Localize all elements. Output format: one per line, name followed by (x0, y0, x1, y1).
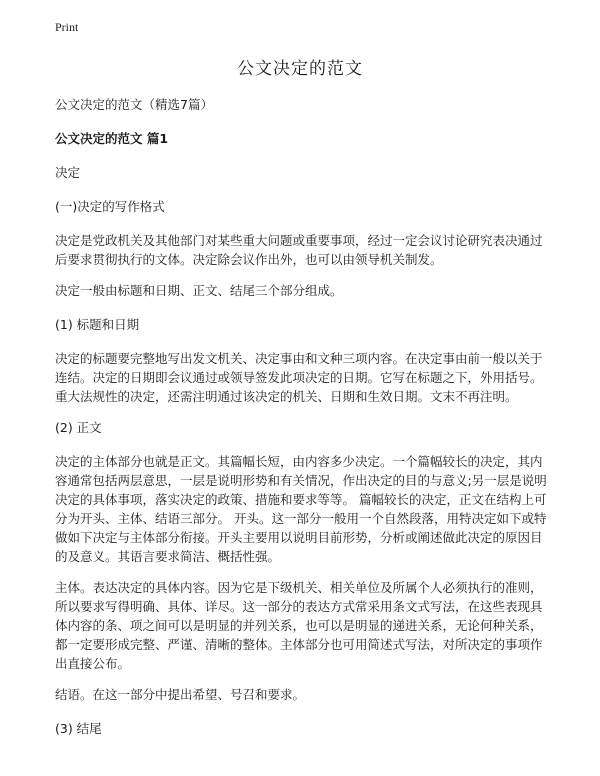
document-subtitle: 公文决定的范文（精选7篇） (55, 97, 213, 112)
paragraph: (一)决定的写作格式 (55, 199, 165, 214)
print-label[interactable]: Print (55, 20, 79, 34)
page-title: 公文决定的范文 (237, 59, 363, 79)
paragraph: (3) 结尾 (55, 721, 102, 736)
paragraph: 决定一般由标题和日期、正文、结尾三个部分组成。 (55, 283, 343, 298)
paragraph: (1) 标题和日期 (55, 317, 140, 332)
paragraph: 主体。表达决定的具体内容。因为它是下级机关、相关单位及所属个人必须执行的准则，所以要求写得明确、具体、详尽。这一部分的表达方式常采用条文式写法，在这些表现具体内容的条、项之间可以是明显的并列关系，也可以是明显的递进关系，无论何种关系，都一定要形成完整、严谨、清晰的整体。主体部分也可用简述式写法，对所决定的事项作出直接公布。 (55, 580, 543, 671)
section-heading: 公文决定的范文 篇1 (55, 131, 169, 146)
paragraph: 决定是党政机关及其他部门对某些重大问题或重要事项，经过一定会议讨论研究表决通过后要求贯彻执行的文体。决定除会议作出外，也可以由领导机关制发。 (55, 233, 543, 267)
paragraph: 决定 (55, 165, 81, 180)
document-body (55, 95, 548, 753)
paragraph: 决定的标题要完整地写出发文机关、决定事由和文种三项内容。在决定事由前一般以关于连结。决定的日期即会议通过或领导签发此项决定的日期。它写在标题之下，外用括号。重大法规性的决定，还需注明通过该决定的机关、日期和生效日期。文末不再注明。 (55, 351, 543, 404)
paragraph: 结语。在这一部分中提出希望、号召和要求。 (55, 687, 306, 702)
paragraph: (2) 正文 (55, 420, 102, 435)
paragraph: 决定的主体部分也就是正文。其篇幅长短，由内容多少决定。一个篇幅较长的决定，其内容通常包括两层意思，一层是说明形势和有关情况，作出决定的目的与意义;另一层是说明决定的具体事项，落实决定的政策、措施和要求等等。 篇幅较长的决定，正文在结构上可分为开头、主体、结语三部分。 开头。这一部分一般用一个自然段落，用特决定如下或特做如下决定与主体部分衔接。开头主要用以说明目前形势，分析或阐述做此决定的原因目的及意义。其语言要求简洁、概括性强。 (55, 454, 547, 564)
